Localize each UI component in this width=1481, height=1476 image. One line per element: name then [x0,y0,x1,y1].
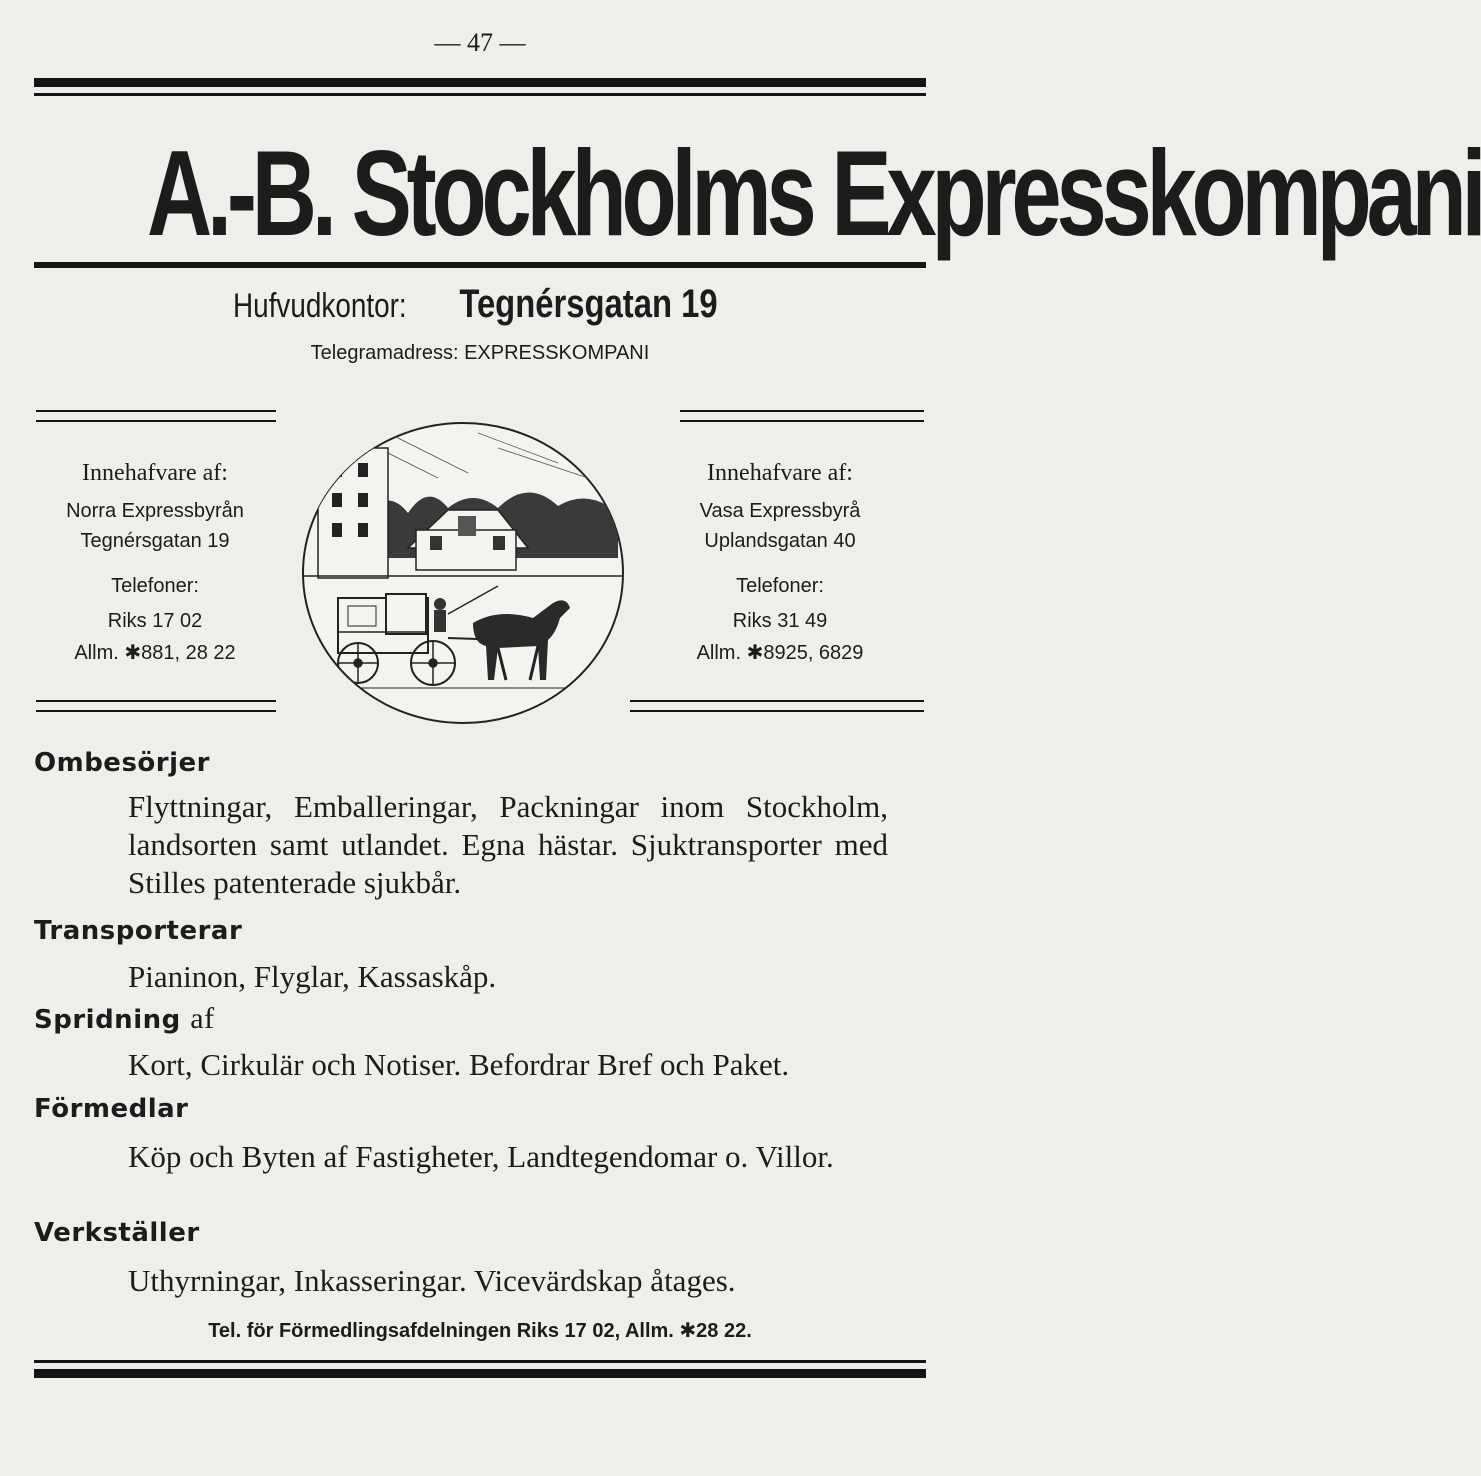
left-rule-top-b [36,420,276,422]
heading-spridning [34,1002,215,1036]
right-owner-address: Uplandsgatan 40 [704,530,856,552]
right-rule-bottom-b [630,710,924,712]
text-formedlar: Köp och Byten af Fastigheter, Landtegendomar o. Villor. [128,1139,834,1174]
left-phone-allm: Allm. ✱881, 28 22 [74,642,236,664]
right-phone-riks: Riks 31 49 [732,610,828,632]
text-transporterar: Pianinon, Flyglar, Kassaskåp. [128,959,497,994]
head-office-address: Tegnérsgatan 19 [458,282,718,326]
right-phone-allm: Allm. ✱8925, 6829 [696,642,864,664]
text-spridning: Kort, Cirkulär och Notiser. Befordrar Bref och Paket. [128,1047,790,1082]
left-owner-address: Tegnérsgatan 19 [80,530,230,552]
carriage-vignette-icon [298,418,638,728]
left-owner [30,460,280,487]
text-verkstaller: Uthyrningar, Inkasseringar. Vicevärdskap åtages. [128,1263,736,1298]
text-ombesorjer: Flyttningar, Emballeringar, Packningar inom Stockholm, landsorten samt utlandet. Egna hästar. Sjuktransporter med Stilles patenterade sjukbår. [128,789,888,900]
top-rule-thin [34,93,926,96]
heading-spridning-label: Spridning [34,1005,181,1035]
header-rule [34,262,926,268]
footer-telephone: Tel. för Förmedlingsafdelningen Riks 17 02, Allm. ✱28 22. [208,1320,752,1342]
bottom-rule-thin [34,1360,926,1363]
heading-verkstaller: Verkställer [34,1218,200,1248]
bottom-rule-thick [34,1369,926,1378]
heading-ombesorjer: Ombesörjer [34,748,210,778]
left-owner-label: Innehafvare af: [82,460,228,486]
left-owner-name: Norra Expressbyrån [66,500,244,522]
page-number: — 47 — [434,28,526,57]
heading-transporterar: Transporterar [34,916,243,946]
top-rule-thick [34,78,926,87]
heading-spridning-af: af [190,1002,215,1035]
right-rule-top-a [680,410,924,412]
left-rule-top-a [36,410,276,412]
right-phone-label: Telefoner: [736,575,824,597]
heading-formedlar: Förmedlar [34,1094,189,1124]
left-phone-riks: Riks 17 02 [107,610,203,632]
head-office [0,282,960,327]
left-rule-bottom-a [36,700,276,702]
right-rule-bottom-a [630,700,924,702]
company-name: A.-B. Stockholms Expresskompani [147,125,1481,261]
right-owner-label: Innehafvare af: [707,460,853,486]
telegram-address: Telegramadress: EXPRESSKOMPANI [310,342,650,364]
right-rule-top-b [680,420,924,422]
left-phone-label: Telefoner: [111,575,199,597]
right-owner [660,460,900,487]
right-owner-name: Vasa Expressbyrå [699,500,861,522]
left-rule-bottom-b [36,710,276,712]
head-office-label: Hufvudkontor: [233,287,408,325]
